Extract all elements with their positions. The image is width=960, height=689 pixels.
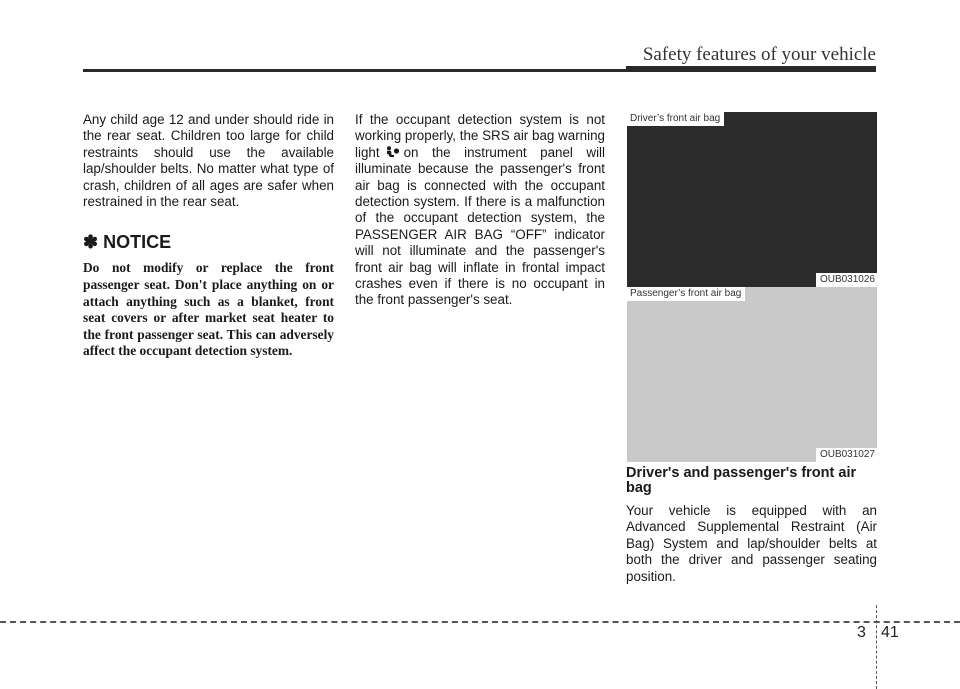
driver-airbag-figure-code: OUB031026: [816, 273, 877, 287]
paragraph-text-end: on the instrument panel will illuminate because the passenger's front air bag is connected with the occupant detection system. If there is a malfunction of the occupant detection system, the PASSENGER AIR BAG “OFF” indicator will not illuminate and the passenger's front air bag will inflate in frontal impact crashes even if there is no occupant in the front passenger's seat.: [355, 144, 605, 308]
header-rule: [83, 69, 876, 72]
front-airbag-paragraph: Your vehicle is equipped with an Advanced Supplemental Restraint (Air Bag) System and lap/shoulder belts at both the driver and passenger seating position.: [626, 503, 877, 584]
paragraph-text-start: If the occupant detection system is not working properly, the SRS air bag warning light: [355, 112, 605, 160]
driver-airbag-photo: [627, 112, 877, 287]
middle-column: [355, 112, 605, 309]
notice-symbol-icon: ✽: [83, 232, 99, 253]
driver-airbag-caption: Driver’s front air bag: [627, 112, 724, 126]
notice-heading: [83, 232, 334, 252]
footer-rule: [0, 621, 960, 623]
notice-text: Do not modify or replace the front passenger seat. Don't place anything on or attach anything such as a blanket, front seat covers or after market seat heater to the front passenger seat. This can adversely affect the occupant detection system.: [83, 260, 334, 359]
left-column: [83, 112, 334, 360]
page-number: 41: [881, 624, 899, 641]
passenger-airbag-figure: [627, 287, 877, 462]
chapter-number: 3: [857, 624, 866, 641]
driver-airbag-figure: [627, 112, 877, 287]
passenger-airbag-figure-code: OUB031027: [816, 448, 877, 462]
section-title: Safety features of your vehicle: [642, 44, 876, 65]
airbag-warning-light-icon: [383, 146, 401, 159]
occupant-detection-paragraph: [355, 112, 605, 309]
front-airbag-heading: Driver's and passenger's front air bag: [626, 465, 857, 496]
passenger-airbag-caption: Passenger’s front air bag: [627, 287, 745, 301]
right-column: [626, 466, 877, 585]
child-seating-paragraph: Any child age 12 and under should ride in the rear seat. Children too large for child restraints should use the available lap/shoulder belts. No matter what type of crash, children of all ages are safer when restrained in the rear seat.: [83, 112, 334, 210]
notice-title: NOTICE: [103, 232, 172, 253]
passenger-airbag-photo: [627, 287, 877, 462]
footer-divider: [876, 605, 877, 689]
